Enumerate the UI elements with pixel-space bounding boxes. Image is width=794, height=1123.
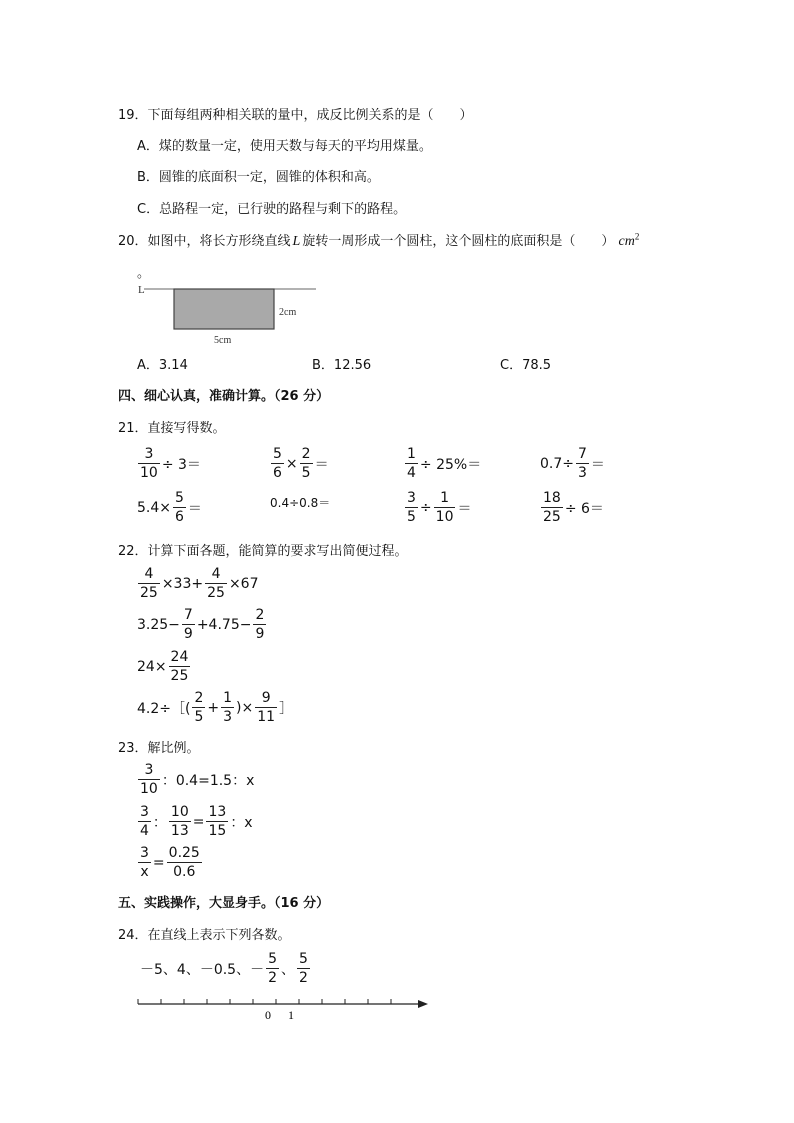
fraction <box>405 447 418 480</box>
denominator: 10 <box>140 465 158 481</box>
fraction <box>138 846 151 879</box>
denominator: 6 <box>175 509 184 525</box>
denominator: 5 <box>301 465 311 481</box>
denominator: 3 <box>223 709 233 725</box>
denominator: 25 <box>140 585 158 601</box>
figure-label-l: L <box>138 284 145 296</box>
q19-option-a: A．煤的数量一定，使用天数与每天的平均用煤量。 <box>137 139 432 154</box>
q21-expr-3 <box>404 447 481 480</box>
denominator: 25 <box>170 668 189 684</box>
q20-stem-end: 。 <box>137 266 151 281</box>
numerator: 4 <box>138 567 160 584</box>
numerator: 5 <box>299 951 308 967</box>
expression-text: × <box>285 455 298 472</box>
expression-text: ＝ <box>314 456 329 473</box>
denominator: 5 <box>407 509 416 525</box>
q20-option-b: B．12.56 <box>312 358 372 373</box>
denominator: 9 <box>255 626 265 642</box>
numerator: 13 <box>208 804 227 820</box>
expression-text: + <box>207 699 220 716</box>
q21-expr-8 <box>540 491 604 524</box>
expression-text: ÷ 3＝ <box>161 456 201 473</box>
numerator: 1 <box>434 491 456 508</box>
numerator: 7 <box>578 446 587 462</box>
denominator: 25 <box>207 585 225 601</box>
denominator: 10 <box>140 781 158 797</box>
figure-label-height: 2cm <box>279 307 297 318</box>
expression-text: ： <box>152 814 167 831</box>
fraction <box>434 491 456 524</box>
denominator: 11 <box>257 709 276 725</box>
q22-stem: 22．计算下面各题，能简算的要求写出简便过程。 <box>118 544 408 559</box>
denominator: 4 <box>407 465 416 481</box>
q21-expr-7 <box>404 491 471 524</box>
expression-text: 24× <box>137 658 167 675</box>
expression-text: ］ <box>279 700 294 717</box>
q21-expr-2 <box>270 447 329 480</box>
q23-expr-1 <box>137 763 254 796</box>
expression-text: 0.7÷ <box>540 455 574 472</box>
number-line-one-label: 1 <box>288 1008 294 1022</box>
numerator: 5 <box>273 446 282 462</box>
expression-text: ÷ 25%＝ <box>419 456 482 473</box>
q24-stem: 24．在直线上表示下列各数。 <box>118 928 291 943</box>
expression-text: ÷ <box>419 499 432 516</box>
figure-label-width: 5cm <box>214 335 232 346</box>
expression-text: －5、4、－0.5、－ <box>140 961 265 978</box>
q20-option-a: A．3.14 <box>137 358 188 373</box>
rectangle-rotation-figure <box>134 280 324 346</box>
denominator: 13 <box>170 823 189 839</box>
q19-option-c: C．总路程一定，已行驶的路程与剩下的路程。 <box>137 202 407 217</box>
fraction <box>205 567 227 600</box>
numerator: 10 <box>170 804 189 820</box>
numerator: 2 <box>301 446 311 462</box>
q20-stem: 20．如图中，将长方形绕直线 <box>118 234 291 249</box>
numerator: 0.25 <box>168 845 200 861</box>
expression-text: = <box>152 854 165 871</box>
expression-text: 3.25− <box>137 616 180 633</box>
expression-text: )× <box>236 699 254 716</box>
expression-text: +4.75− <box>196 616 252 633</box>
fraction <box>271 447 284 480</box>
expression-text: ＝ <box>187 500 202 517</box>
denominator: 4 <box>140 823 149 839</box>
numerator: 4 <box>205 567 227 584</box>
numerator: 2 <box>194 690 204 706</box>
fraction <box>167 846 202 879</box>
q20-stem-line <box>118 230 639 250</box>
arrow-right-icon <box>418 1000 428 1008</box>
q22-expr-3 <box>137 650 191 683</box>
q23-expr-3 <box>137 846 203 879</box>
q20-option-c: C．78.5 <box>500 358 552 373</box>
expression-text: 、 <box>281 961 296 978</box>
section-4-title: 四、细心认真，准确计算。（26 分） <box>118 389 330 404</box>
number-line-zero-label: 0 <box>265 1008 271 1022</box>
fraction <box>297 952 310 985</box>
numerator: 5 <box>268 951 278 967</box>
q20-var-l: L <box>292 234 301 249</box>
expression-text: ＝ <box>457 500 472 517</box>
q21-expr-4 <box>540 447 605 480</box>
numerator: 1 <box>407 446 416 462</box>
q22-expr-1 <box>137 567 258 600</box>
denominator: 0.6 <box>173 864 196 880</box>
q22-expr-4 <box>137 691 293 724</box>
denominator: 3 <box>578 465 587 481</box>
fraction <box>576 447 589 480</box>
denominator: x <box>140 864 149 880</box>
expression-text: ＝ <box>590 456 605 473</box>
fraction <box>169 805 191 838</box>
fraction <box>300 447 313 480</box>
fraction <box>138 805 151 838</box>
numerator: 18 <box>543 490 561 506</box>
fraction <box>173 491 186 524</box>
numerator: 9 <box>255 691 277 708</box>
q20-unit: cm <box>618 234 635 249</box>
numerator: 24 <box>170 649 189 665</box>
fraction <box>266 952 279 985</box>
denominator: 15 <box>208 823 227 839</box>
expression-text: 5.4× <box>137 499 171 516</box>
numerator: 7 <box>183 607 193 623</box>
q20-stem-mid: 旋转一周形成一个圆柱，这个圆柱的底面积是（ ） <box>302 234 615 249</box>
fraction <box>255 691 277 724</box>
fraction <box>221 691 234 724</box>
denominator: 6 <box>273 465 282 481</box>
expression-text: 4.2÷［( <box>137 700 191 717</box>
q22-expr-2 <box>137 608 267 641</box>
q19-stem: 19．下面每组两种相关联的量中，成反比例关系的是（ ） <box>118 108 473 123</box>
expression-text: ：x <box>230 814 253 831</box>
fraction <box>138 763 160 796</box>
numerator: 3 <box>140 845 149 861</box>
q21-expr-1 <box>137 447 201 480</box>
expression-text: ×67 <box>228 575 259 592</box>
fraction <box>182 608 195 641</box>
fraction <box>192 691 205 724</box>
fraction <box>169 650 191 683</box>
section-5-title: 五、实践操作，大显身手。（16 分） <box>118 896 330 911</box>
denominator: 25 <box>543 509 561 525</box>
expression-text: ：0.4=1.5：x <box>161 772 255 789</box>
denominator: 9 <box>183 626 193 642</box>
q23-stem: 23．解比例。 <box>118 741 200 756</box>
q20-unit-exponent: 2 <box>634 231 640 242</box>
denominator: 5 <box>194 709 204 725</box>
q21-expr-6: 0.4÷0.8＝ <box>270 496 331 510</box>
denominator: 2 <box>299 970 308 986</box>
q21-stem: 21．直接写得数。 <box>118 421 226 436</box>
numerator: 2 <box>255 607 265 623</box>
number-line <box>134 990 434 1024</box>
q23-expr-2 <box>137 805 253 838</box>
denominator: 10 <box>435 509 454 525</box>
fraction <box>138 567 160 600</box>
expression-text: ÷ 6＝ <box>564 500 604 517</box>
numerator: 3 <box>407 490 416 506</box>
numerator: 3 <box>140 804 149 820</box>
q19-option-b: B．圆锥的底面积一定，圆锥的体积和高。 <box>137 170 380 185</box>
numerator: 3 <box>138 763 160 780</box>
fraction <box>206 805 228 838</box>
q24-number-list <box>140 952 311 985</box>
denominator: 2 <box>268 970 278 986</box>
fraction <box>405 491 418 524</box>
fraction <box>541 491 563 524</box>
expression-text: = <box>192 813 205 830</box>
q21-expr-5 <box>137 491 202 524</box>
fraction <box>138 447 160 480</box>
expression-text: ×33+ <box>161 575 204 592</box>
numerator: 3 <box>138 447 160 464</box>
shaded-rectangle <box>174 289 274 329</box>
numerator: 1 <box>223 690 233 706</box>
fraction <box>253 608 266 641</box>
numerator: 5 <box>175 490 184 506</box>
